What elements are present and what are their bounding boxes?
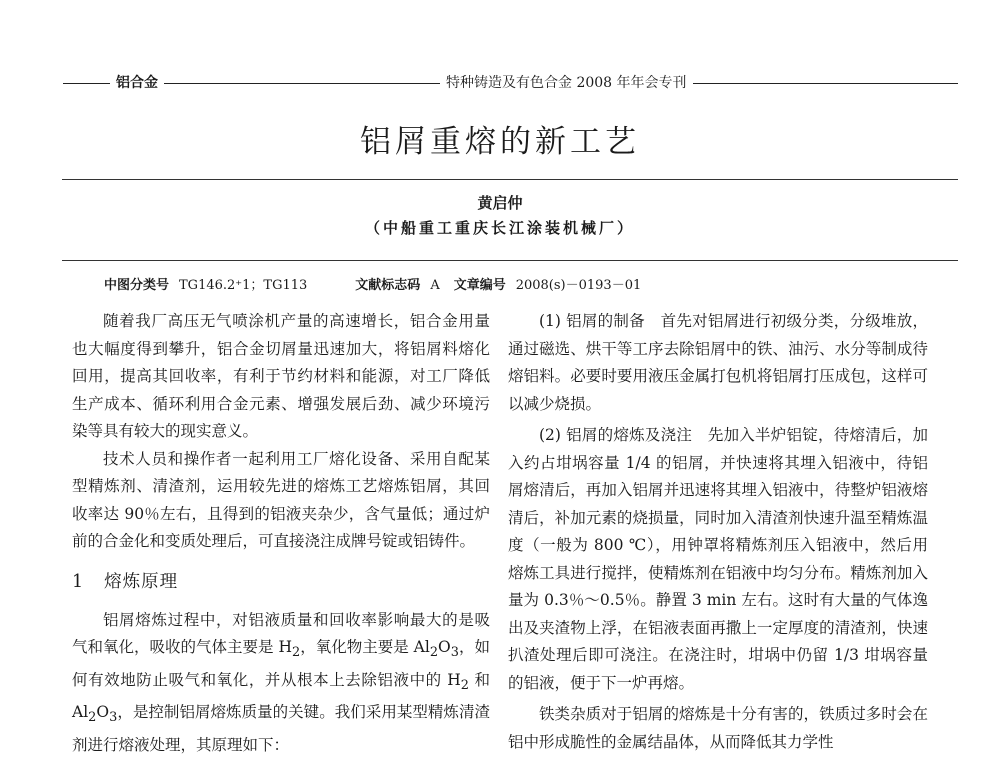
article-metadata bbox=[104, 277, 641, 295]
article-number-value: 2008(s)－0193－01 bbox=[515, 278, 642, 293]
doc-code-label: 文献标志码 bbox=[355, 278, 421, 293]
section-number: 1 bbox=[72, 571, 85, 592]
running-header-journal: 特种铸造及有色合金 2008 年年会专刊 bbox=[440, 74, 693, 92]
section-paragraph: 铝屑熔炼过程中，对铝液质量和回收率影响最大的是吸气和氧化，吸收的气体主要是 $H_2$，氧化物主要是 $Al_2O_3$，如何有效地防止吸气和氧化，并从根本上去除铝液中的 $H_2$ 和 $Al_2O_3$，是控制铝屑熔炼质量的关键。我们采用某型精炼清渣剂进行熔液处理，其原理如下： bbox=[72, 610, 490, 754]
iron-impurity-paragraph: 铁类杂质对于铝屑的熔炼是十分有害的，铁质过多时会在铝中形成脆性的金属结晶体，从而降低其力学性 bbox=[508, 705, 928, 751]
article-number-label: 文章编号 bbox=[453, 278, 506, 293]
running-header-section: 铝合金 bbox=[110, 74, 164, 92]
class-number-label: 中图分类号 bbox=[104, 278, 170, 293]
left-column bbox=[72, 308, 490, 759]
author-affiliation: （中船重工重庆长江涂装机械厂） bbox=[364, 219, 635, 237]
title-rule bbox=[62, 179, 958, 180]
step-2-paragraph: (2) 铝屑的熔炼及浇注 先加入半炉铝锭，待熔清后，加入约占坩埚容量 1/4 的铝屑，并快速将其埋入铝液中，待铝屑熔清后，再加入铝屑并迅速将其埋入铝液中，待整炉铝液熔清后，补加元素的烧损量，同时加入清渣剂快速升温至精炼温度（一般为 800 ℃），用钟罩将精炼剂压入铝液中，然后用熔炼工具进行搅拌，使精炼剂在铝液中均匀分布。精炼剂加入量为 0.3％～0.5％。静置 3 min 左右。这时有大量的气体逸出及夹渣物上浮，在铝液表面再撒上一定厚度的清渣剂，快速扒渣处理后即可浇注。在浇注时，坩埚中仍留 1/3 坩埚容量的铝液，便于下一炉再熔。 bbox=[508, 426, 928, 692]
intro-paragraph-2: 技术人员和操作者一起利用工厂熔化设备、采用自配某型精炼剂、清渣剂，运用较先进的熔炼工艺熔炼铝屑，其回收率达 90％左右，且得到的铝液夹杂少，含气量低；通过炉前的合金化和变质处理后，可直接浇注成牌号锭或铝铸件。 bbox=[72, 449, 490, 550]
abstract-rule bbox=[62, 260, 958, 261]
step-1-paragraph: (1) 铝屑的制备 首先对铝屑进行初级分类，分级堆放，通过磁选、烘干等工序去除铝屑中的铁、油污、水分等制成待熔铝料。必要时要用液压金属打包机将铝屑打压成包，这样可以减少烧损。 bbox=[508, 312, 928, 413]
intro-paragraph-1: 随着我厂高压无气喷涂机产量的高速增长，铝合金用量也大幅度得到攀升，铝合金切屑量迅速加大，将铝屑料熔化回用，提高其回收率，有利于节约材料和能源，对工厂降低生产成本、循环利用合金元素、增强发展后劲、减少环境污染等具有较大的现实意义。 bbox=[72, 312, 490, 440]
section-title: 熔炼原理 bbox=[104, 571, 179, 592]
doc-code-value: A bbox=[430, 278, 440, 293]
class-number-value: TG146.2⁺1；TG113 bbox=[179, 278, 308, 293]
right-column bbox=[508, 308, 928, 756]
article-title: 铝屑重熔的新工艺 bbox=[360, 124, 640, 160]
section-heading bbox=[72, 567, 490, 597]
author-name: 黄启仲 bbox=[477, 194, 523, 212]
